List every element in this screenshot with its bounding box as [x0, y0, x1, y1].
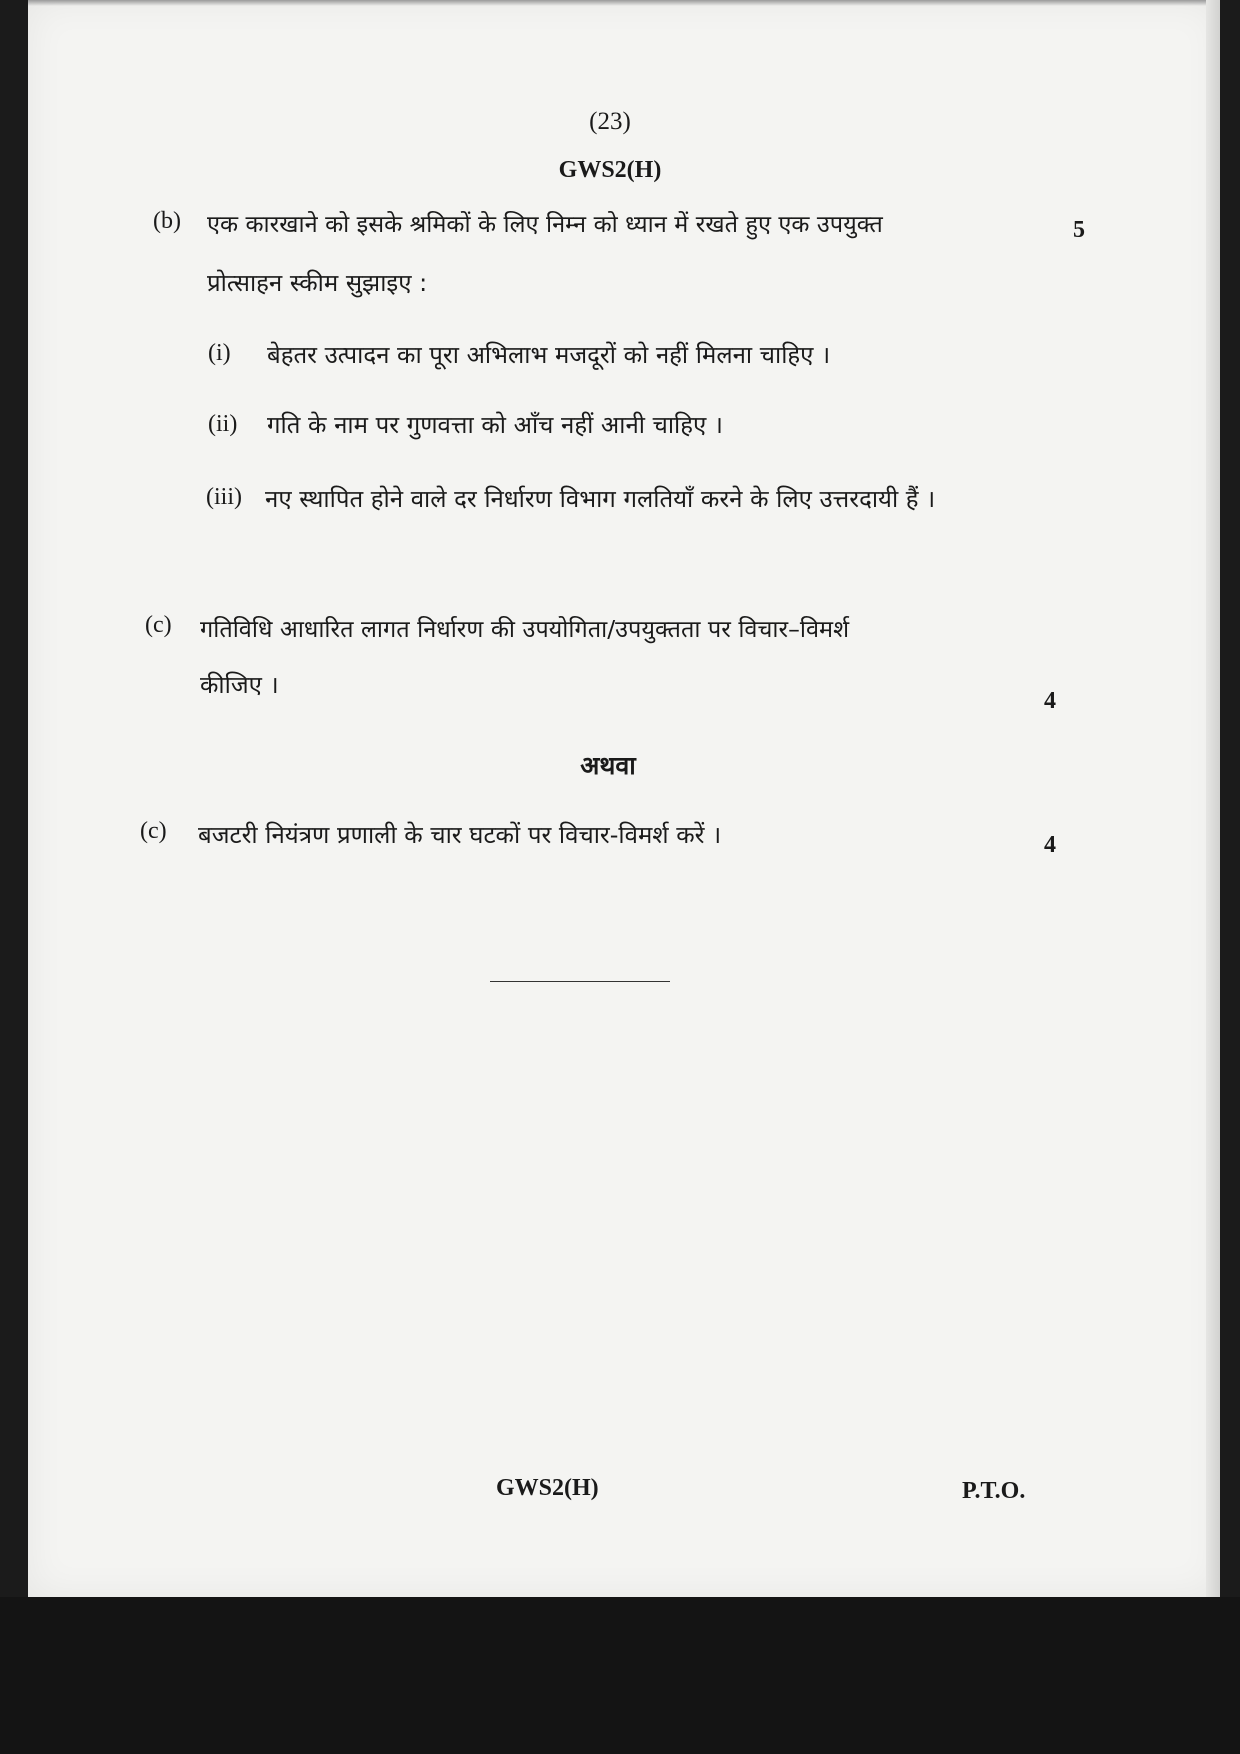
- page-number: (23): [589, 108, 631, 135]
- subitem-ii-text: गति के नाम पर गुणवत्ता को आँच नहीं आनी चाहिए ।: [267, 411, 724, 439]
- paper-code-header: GWS2(H): [558, 157, 662, 183]
- question-c-alt-marks: 4: [1044, 832, 1056, 858]
- subitem-i-label: (i): [208, 340, 231, 366]
- end-of-questions-rule: [490, 981, 670, 982]
- exam-page: [28, 0, 1220, 1597]
- page-top-shadow: [28, 0, 1220, 6]
- scanner-background: [0, 1597, 1240, 1754]
- question-c-alt-label: (c): [140, 818, 167, 844]
- question-b-label: (b): [153, 208, 181, 234]
- question-c-text-line1: गतिविधि आधारित लागत निर्धारण की उपयोगिता/उपयुक्तता पर विचार–विमर्श: [200, 615, 850, 643]
- subitem-ii-label: (ii): [208, 411, 238, 437]
- question-c-text-line2: कीजिए ।: [200, 671, 279, 699]
- or-heading: अथवा: [580, 751, 636, 780]
- subitem-i-text: बेहतर उत्पादन का पूरा अभिलाभ मजदूरों को नहीं मिलना चाहिए ।: [267, 341, 831, 369]
- footer-paper-code: GWS2(H): [496, 1475, 599, 1501]
- question-c-marks: 4: [1044, 688, 1056, 714]
- question-c-label: (c): [145, 612, 172, 638]
- question-b-text-line1: एक कारखाने को इसके श्रमिकों के लिए निम्न को ध्यान में रखते हुए एक उपयुक्त: [207, 210, 883, 238]
- subitem-iii-label: (iii): [206, 484, 242, 510]
- page-edge-shadow: [1206, 0, 1220, 1597]
- question-b-text-line2: प्रोत्साहन स्कीम सुझाइए :: [207, 269, 428, 297]
- subitem-iii-text: नए स्थापित होने वाले दर निर्धारण विभाग गलतियाँ करने के लिए उत्तरदायी हैं ।: [265, 485, 936, 513]
- footer-pto: P.T.O.: [962, 1478, 1026, 1504]
- question-c-alt-text: बजटरी नियंत्रण प्रणाली के चार घटकों पर विचार-विमर्श करें ।: [198, 821, 722, 849]
- question-b-marks: 5: [1073, 217, 1085, 243]
